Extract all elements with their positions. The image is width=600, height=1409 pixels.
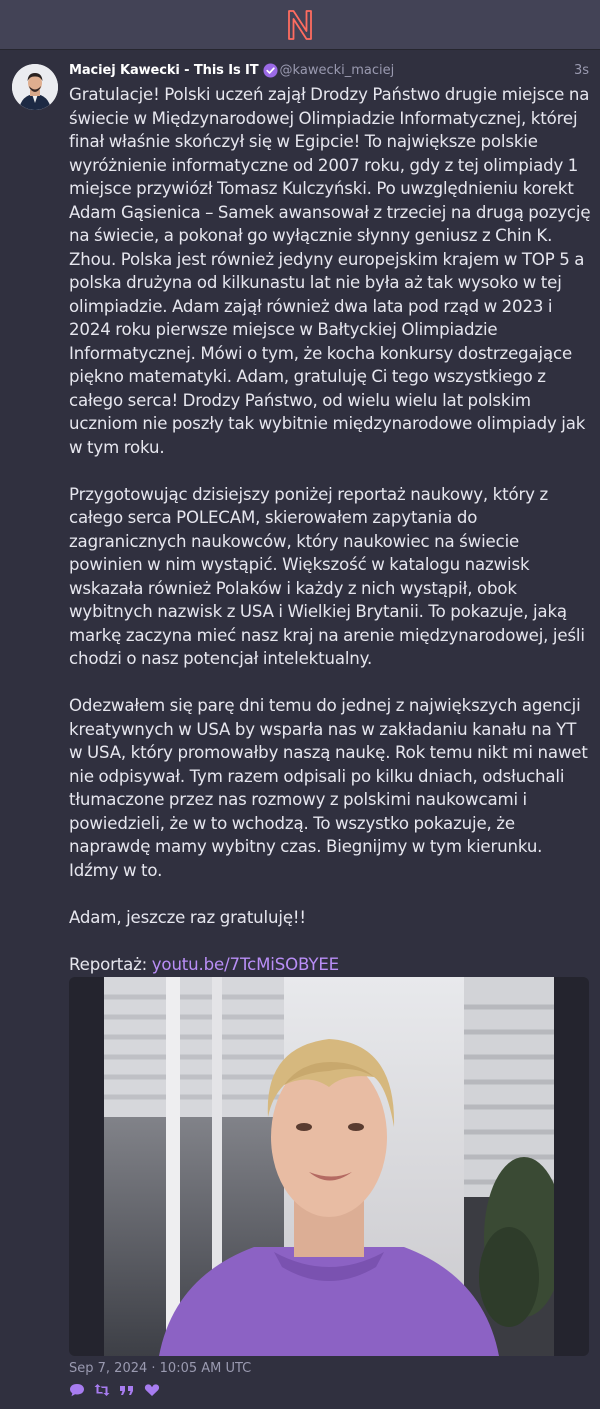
tweet-date[interactable]: Sep 7, 2024 · 10:05 AM UTC [69, 1361, 252, 1376]
tweet-paragraph: Gratulacje! Polski uczeń zajął Drodzy Państwo drugie miejsce na świecie w Międzynarodowej Olimpiadzie Informatycznej, której finał właśnie skończył się w Egipcie! To największe polskie wyróżnienie informatyczne od 2007 roku, gdy z tej olimpiady 1 miejsce przywiózł Tomasz Kulczyński. Po uwzględnieniu korekt Adam Gąsienica – Samek awansował z trzeciej na drugą pozycję na świecie, a pokonał go wyłącznie słynny geniusz z Chin K. Zhou. Polska jest również jedyny europejskim krajem w TOP 5 a polska drużyna od kilkunastu lat nie była aż tak wysoko w tej olimpiadzie. Adam zajął również dwa lata pod rząd w 2023 i 2024 roku pierwsze miejsce w Bałtyckiej Olimpiadzie Informatycznej. Mówi o tym, że kocha konkursy dostrzegające piękno matematyki. Adam, gratuluję Ci tego wszystkiego z całego serca! Drodzy Państwo, od wielu wielu lat polskim uczniom nie poszły tak wybitnie międzynarodowe olimpiady jak w tym roku. [69, 85, 591, 457]
author-avatar[interactable] [12, 64, 58, 110]
tweet-stats [69, 1382, 169, 1398]
quote-icon[interactable] [119, 1383, 135, 1397]
nitter-logo-icon[interactable] [285, 8, 315, 42]
tweet-header [69, 60, 589, 80]
top-navigation-bar [0, 0, 600, 50]
like-icon[interactable] [144, 1383, 160, 1397]
report-link[interactable]: youtu.be/7TcMiSOBYEE [151, 954, 339, 974]
reply-icon[interactable] [69, 1383, 85, 1397]
author-name[interactable]: Maciej Kawecki - This Is IT [69, 62, 259, 78]
retweet-icon[interactable] [94, 1383, 110, 1397]
tweet-paragraph: Przygotowując dzisiejszy poniżej reportaż naukowy, który z całego serca POLECAM, skierowałem zapytania do zagranicznych naukowców, który naukowiec na świecie powinien w nim wystąpić. Większość w katalogu nazwisk wskazała również Polaków i każdy z nich wystąpił, obok wybitnych nazwisk z USA i Wielkiej Brytanii. To pokazuje, jaką markę zaczyna mieć nasz kraj na arenie międzynarodowej, jeśli chodzi o nasz potencjał intelektualny. [69, 484, 585, 668]
tweet-paragraph: Adam, jeszcze raz gratuluję!! [69, 907, 306, 927]
attached-image[interactable] [69, 977, 589, 1356]
tweet-timestamp-link[interactable]: 3s [573, 62, 589, 78]
photo-boy-purple-shirt [104, 977, 554, 1356]
tweet-content [69, 83, 591, 976]
report-label: Reportaż: [69, 954, 152, 974]
verified-badge-icon [263, 63, 278, 78]
author-handle[interactable]: @kawecki_maciej [279, 62, 395, 78]
tweet [0, 50, 600, 1409]
report-line [69, 953, 591, 977]
tweet-paragraph: Odezwałem się parę dni temu do jednej z największych agencji kreatywnych w USA by wsparła nas w zakładaniu kanału na YT w USA, który promowałby naszą naukę. Rok temu nikt mi nawet nie odpisywał. Tym razem odpisali po kilku dniach, odsłuchali tłumaczone przez nas rozmowy z polskimi naukowcami i powiedzieli, że w to wchodzą. To wszystko pokazuje, że naprawdę mamy wybitny czas. Biegnijmy w tym kierunku. Idźmy w to. [69, 696, 588, 880]
